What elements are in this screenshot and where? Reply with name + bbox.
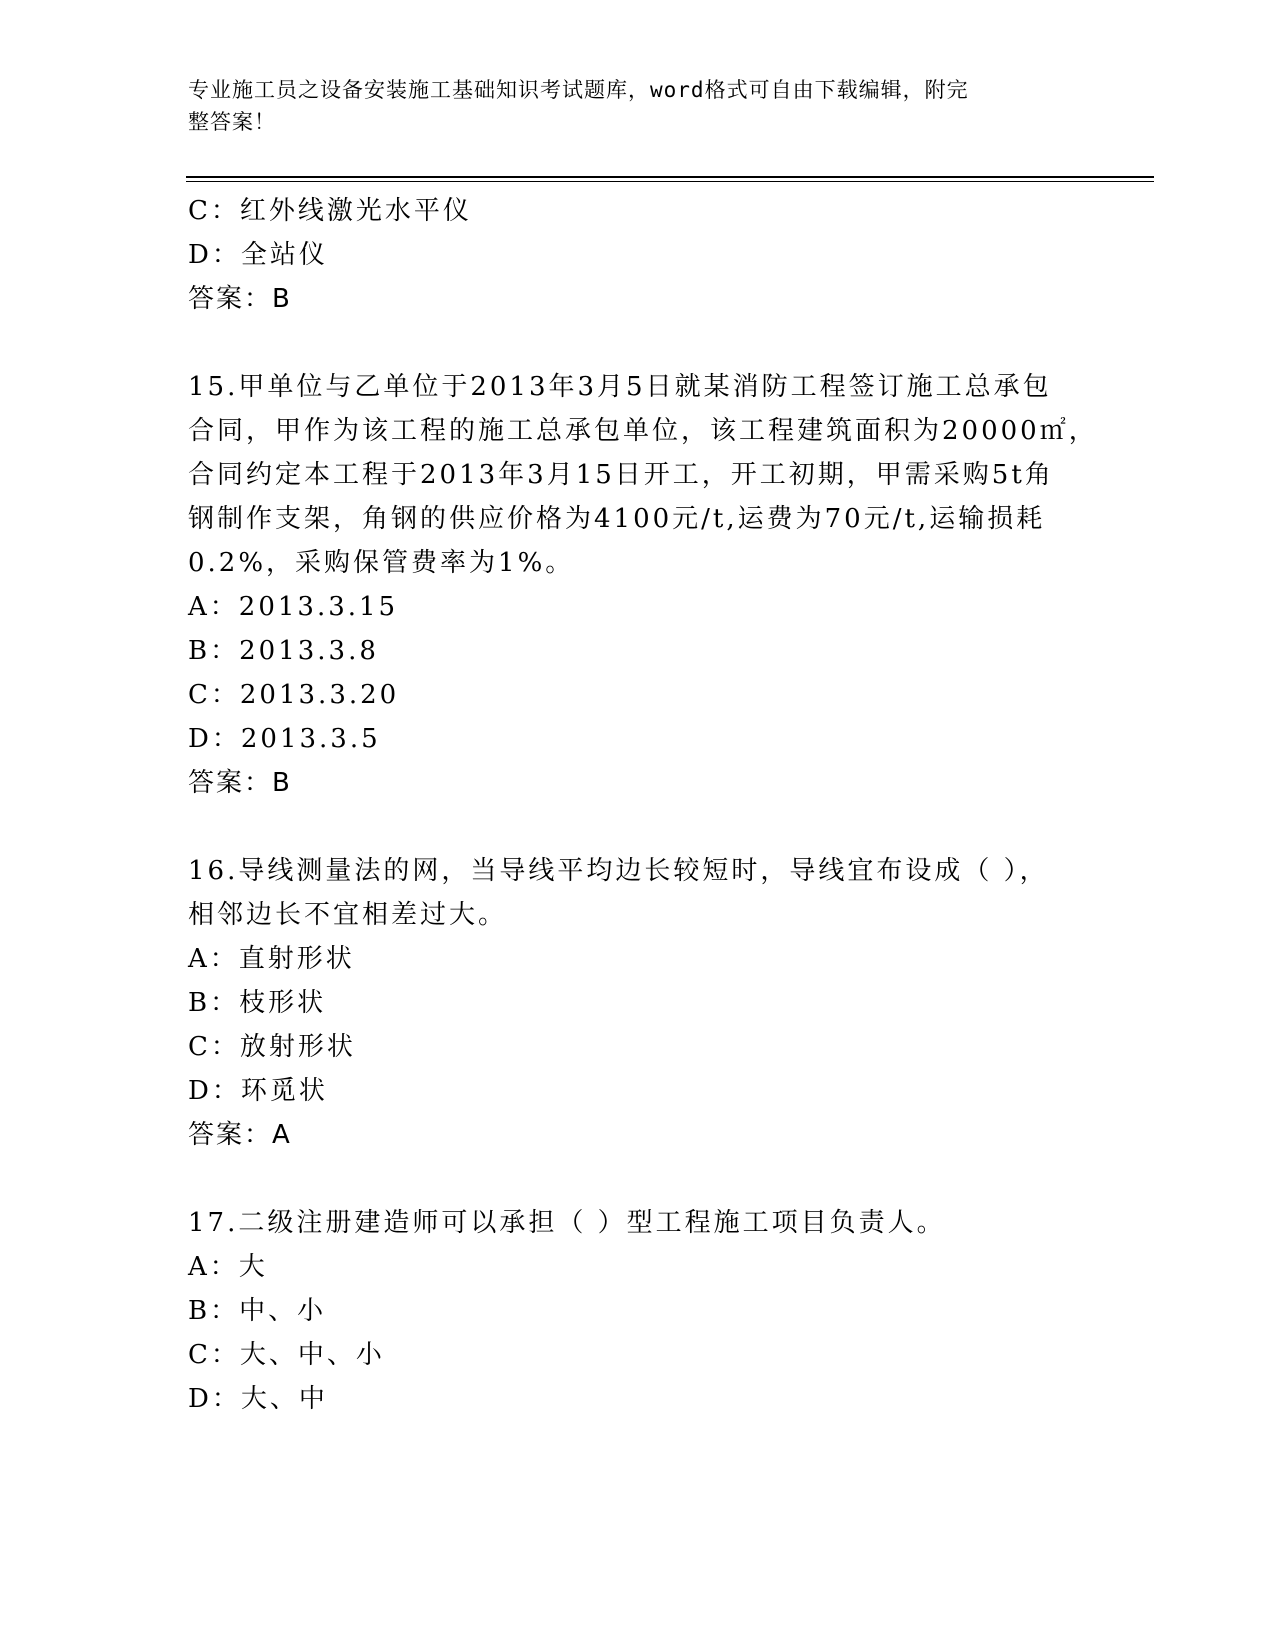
header-line-1: 专业施工员之设备安装施工基础知识考试题库，word格式可自由下载编辑，附完 (188, 78, 969, 102)
q16-option-d: D：环觅状 (188, 1076, 328, 1106)
q15-text-line-4: 钢制作支架，角钢的供应价格为4100元/t,运费为70元/t,运输损耗 (188, 504, 1046, 534)
q17-option-a: A：大 (188, 1252, 268, 1282)
q16-text-line-2: 相邻边长不宜相差过大。 (188, 900, 508, 930)
q15-option-b: B：2013.3.8 (188, 636, 379, 666)
q17-option-d: D：大、中 (188, 1384, 328, 1414)
q15-text-line-3: 合同约定本工程于2013年3月15日开工，开工初期，甲需采购5t角 (188, 460, 1054, 490)
prev-answer: 答案：B (188, 284, 292, 314)
q15-option-c: C：2013.3.20 (188, 680, 400, 710)
q16-answer: 答案：A (188, 1120, 292, 1150)
q15-text-line-1: 15.甲单位与乙单位于2013年3月5日就某消防工程签订施工总承包 (188, 372, 1052, 402)
q17-option-b: B：中、小 (188, 1296, 327, 1326)
q16-text-line-1: 16.导线测量法的网，当导线平均边长较短时，导线宜布设成（ ）， (188, 856, 1049, 886)
q17-option-c: C：大、中、小 (188, 1340, 385, 1370)
header-divider-thick (186, 176, 1154, 178)
document-header (188, 74, 1068, 138)
header-line-2: 整答案！ (188, 110, 276, 134)
prev-option-d: D：全站仪 (188, 240, 328, 270)
q15-text-line-2: 合同，甲作为该工程的施工总承包单位，该工程建筑面积为20000㎡， (188, 416, 1098, 446)
q15-answer: 答案：B (188, 768, 292, 798)
q16-option-a: A：直射形状 (188, 944, 355, 974)
q15-text-line-5: 0.2%，采购保管费率为1%。 (188, 548, 575, 578)
q16-option-c: C：放射形状 (188, 1032, 356, 1062)
q15-option-a: A：2013.3.15 (188, 592, 399, 622)
q15-option-d: D：2013.3.5 (188, 724, 381, 754)
prev-option-c: C：红外线激光水平仪 (188, 196, 472, 226)
header-divider-thin (186, 181, 1154, 182)
q17-text-line-1: 17.二级注册建造师可以承担（ ）型工程施工项目负责人。 (188, 1208, 946, 1238)
q16-option-b: B：枝形状 (188, 988, 327, 1018)
